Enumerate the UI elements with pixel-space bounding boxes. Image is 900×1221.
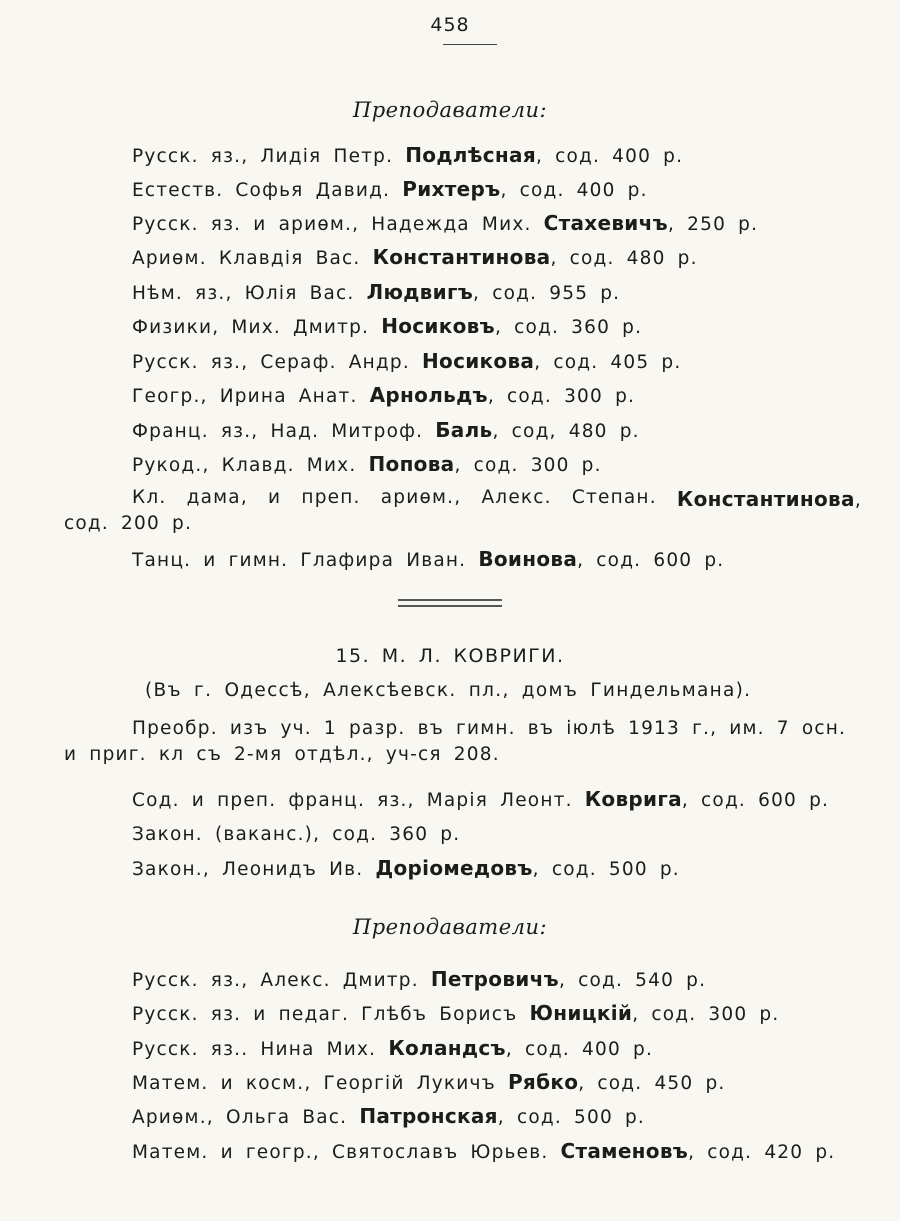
teacher-row: Нѣм. яз., Юлія Вас. Людвигъ, сод. 955 р. <box>132 280 621 304</box>
school-address: (Въ г. Одессѣ, Алексѣевск. пл., домъ Гиндельмана). <box>145 680 752 701</box>
teacher-row: Матем. и косм., Георгій Лукичъ Рябко, сод. 450 р. <box>132 1070 726 1094</box>
school-title: 15. М. Л. КОВРИГИ. <box>335 645 565 667</box>
page-number-rule <box>443 44 497 45</box>
teacher-row: Русск. яз.. Нина Мих. Коландсъ, сод. 400 р. <box>132 1036 654 1060</box>
teacher-row-continuation: сод. 200 р. <box>64 513 193 534</box>
teacher-row: Физики, Мих. Дмитр. Носиковъ, сод. 360 р. <box>132 314 643 338</box>
teacher-row: Матем. и геогр., Святославъ Юрьев. Стаменовъ, сод. 420 р. <box>132 1139 836 1163</box>
teachers-heading-2: Преподаватели: <box>352 915 548 939</box>
teacher-row: Франц. яз., Над. Митроф. Баль, сод, 480 р. <box>132 418 640 442</box>
school-description-line2: и приг. кл съ 2-мя отдѣл., уч-ся 208. <box>64 744 500 765</box>
teacher-row: Рукод., Клавд. Мих. Попова, сод. 300 р. <box>132 452 602 476</box>
teacher-row: Ариѳм., Ольга Вас. Патронская, сод. 500 р. <box>132 1104 646 1128</box>
teacher-row: Ариѳм. Клавдія Вас. Константинова, сод. 480 р. <box>132 245 698 269</box>
staff-row: Закон. (ваканс.), сод. 360 р. <box>132 824 461 845</box>
teacher-row: Русск. яз., Лидія Петр. Подлѣсная, сод. 400 р. <box>132 143 684 167</box>
teacher-row: Русск. яз. и ариѳм., Надежда Мих. Стахевичъ, 250 р. <box>132 211 759 235</box>
staff-row: Закон., Леонидъ Ив. Доріомедовъ, сод. 500 р. <box>132 856 680 880</box>
school-description-line1: Преобр. изъ уч. 1 разр. въ гимн. въ іюлѣ 1913 г., им. 7 осн. <box>132 718 847 739</box>
page-number: 458 <box>430 14 470 36</box>
teacher-row: Естеств. Софья Давид. Рихтеръ, сод. 400 р. <box>132 177 648 201</box>
teacher-row-wrapped: Кл. дама, и преп. ариѳм., Алекс. Степан. Константинова, <box>132 487 862 511</box>
section-divider <box>398 599 502 607</box>
teacher-row: Русск. яз. и педаг. Глѣбъ Борисъ Юницкій, сод. 300 р. <box>132 1001 780 1025</box>
teachers-heading-1: Преподаватели: <box>352 98 548 122</box>
teacher-row: Русск. яз., Сераф. Андр. Носикова, сод. 405 р. <box>132 349 682 373</box>
teacher-row: Танц. и гимн. Глафира Иван. Воинова, сод. 600 р. <box>132 547 725 571</box>
teacher-row: Русск. яз., Алекс. Дмитр. Петровичъ, сод. 540 р. <box>132 967 707 991</box>
teacher-row: Геогр., Ирина Анат. Арнольдъ, сод. 300 р. <box>132 383 636 407</box>
staff-row: Сод. и преп. франц. яз., Марія Леонт. Коврига, сод. 600 р. <box>132 787 830 811</box>
